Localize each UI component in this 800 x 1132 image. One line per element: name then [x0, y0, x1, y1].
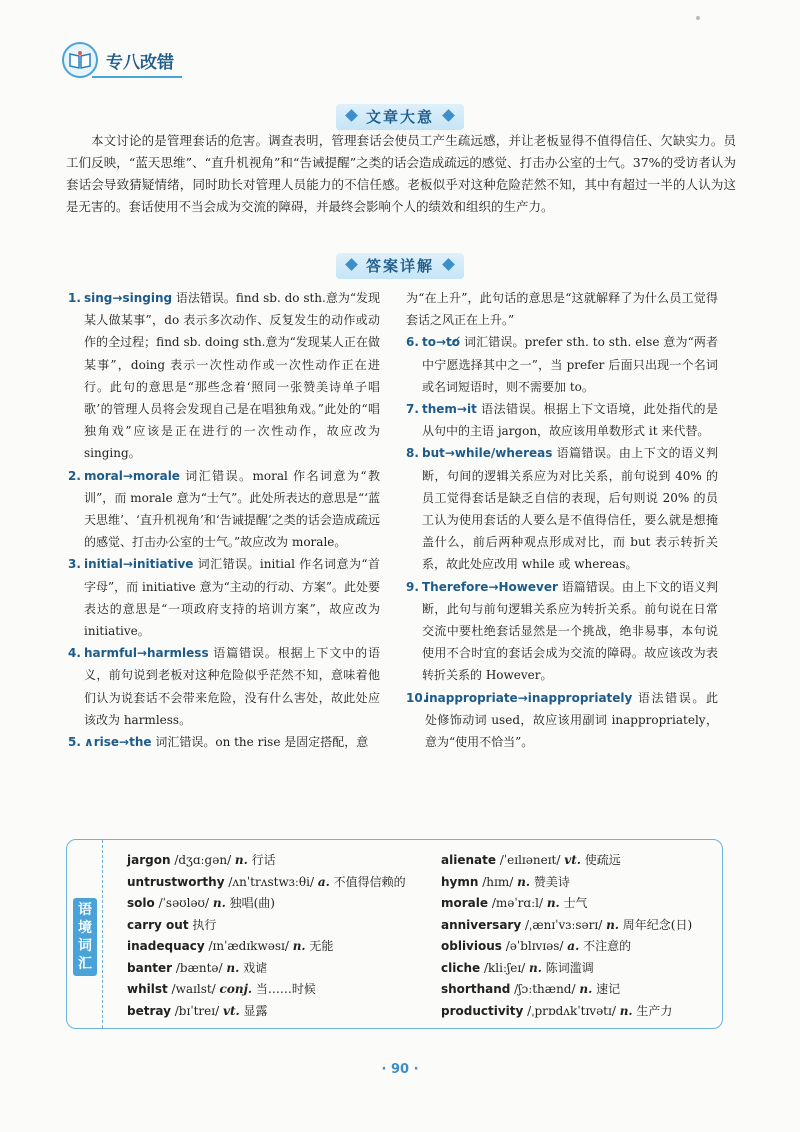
answer-item-5: 5. ∧rise→the 词汇错误。on the rise 是固定搭配，意 — [68, 735, 369, 750]
badge-underline — [92, 76, 182, 78]
vocabulary-label: 语境词汇 — [73, 898, 97, 976]
vocab-entry: cliche /kliːʃeɪ/ n. 陈词滥调 — [441, 960, 594, 975]
vocabulary-label-strip — [67, 840, 103, 1028]
vocab-entry: hymn /hɪm/ n. 赞美诗 — [441, 874, 570, 889]
answer-item-5-continued: 为“在上升”，此句话的意思是“这就解释了为什么员工觉得套话之风正在上升。” — [406, 291, 718, 328]
answer-item-3: 3. initial→initiative 词汇错误。initial 作名词意为“首字母”，而 initiative 意为“主动的行动、方案”。此处要表达的意思是“一项政府支持的培训方案”，故应改为 initiative。 — [68, 557, 380, 639]
answer-item-2: 2. moral→morale 词汇错误。moral 作名词意为“教训”，而 morale 意为“士气”。此处所表达的意思是“‘蓝天思维’、‘直升机视角’和‘告诫提醒’之类的话会造成疏远的感觉、打击办公室的士气。”故应改为 morale。 — [68, 468, 380, 550]
summary-paragraph: 本文讨论的是管理套话的危害。调查表明，管理套话会使员工产生疏远感，并让老板显得不值得信任、欠缺实力。员工们反映，“蓝天思维”、“直升机视角”和“告诫提醒”之类的话会造成疏远的感觉、打击办公室的士气。37%的受访者认为套话会导致猜疑情绪，同时助长对管理人员能力的不信任感。老板似乎对这种危险茫然不知，其中有超过一半的人认为这是无害的。套话使用不当会成为交流的障碍，并最终会影响个人的绩效和组织的生产力。 — [66, 133, 736, 214]
vocab-entry: productivity /ˌprɒdʌkˈtɪvətɪ/ n. 生产力 — [441, 1003, 673, 1018]
page-number: · 90 · — [381, 1062, 419, 1077]
vocab-entry: untrustworthy /ʌnˈtrʌstwɜːθi/ a. 不值得信赖的 — [127, 874, 406, 889]
vocab-entry: banter /bæntə/ n. 戏谑 — [127, 960, 268, 975]
answers-right-column — [406, 287, 718, 753]
answers-heading — [0, 253, 800, 279]
book-icon — [62, 42, 98, 78]
answer-item-8: 8. but→while/whereas 语篇错误。由上下文的语义判断，句间的逻辑关系应为对比关系，前句说到 40% 的员工觉得套话是缺乏自信的表现，后句则说 20% 的员工认为使用套话的人要么是不值得信任，要么就是想掩盖什么，前后两种观点形成对比，而 but 表示转折关系，故此处应改用 while 或 whereas。 — [406, 446, 718, 572]
vocab-entry: alienate /ˈeɪlɪəneɪt/ vt. 使疏远 — [441, 853, 621, 867]
answer-item-1: 1. sing→singing 语法错误。find sb. do sth.意为“发现某人做某事”，do 表示多次动作、反复发生的动作或动作的全过程；find sb. doing sth.意为“发现某人正在做某事”，doing 表示一次性动作或一次性动作正在进行。此句的意思是“那些念着‘照同一张赞美诗单子唱歌’的管理人员将会发现自己是在唱独角戏。”此处的“唱独角戏”应该是正在进行的一次性动作，故应改为 singing。 — [68, 291, 380, 461]
answer-item-6: 6. to→to̸ 词汇错误。prefer sth. to sth. else 意为“两者中宁愿选择其中之一”，当 prefer 后面只出现一个名词或名词短语时，则不需要加 to。 — [406, 335, 718, 394]
summary-title: 文章大意 — [365, 108, 434, 126]
vocab-entry: inadequacy /ɪnˈædɪkwəsɪ/ n. 无能 — [127, 939, 334, 953]
vocabulary-box — [66, 839, 723, 1029]
vocab-entry: shorthand /ʃɔːthænd/ n. 速记 — [441, 982, 621, 996]
badge-label: 专八改错 — [106, 53, 174, 73]
vocab-entry: betray /bɪˈtreɪ/ vt. 显露 — [127, 1003, 268, 1018]
vocab-entry: solo /ˈsəʊləʊ/ n. 独唱(曲) — [127, 896, 275, 910]
vocabulary-right-column — [441, 850, 692, 1022]
answers-left-column — [68, 287, 380, 753]
vocab-entry: carry out 执行 — [127, 917, 217, 932]
vocab-entry: anniversary /ˌænɪˈvɜːsərɪ/ n. 周年纪念(日) — [441, 917, 693, 932]
vocab-entry: jargon /dʒɑːgən/ n. 行话 — [127, 853, 276, 867]
answer-item-7: 7. them→it 语法错误。根据上下文语境，此处指代的是从句中的主语 jargon，故应该用单数形式 it 来代替。 — [406, 402, 718, 439]
vocab-entry: oblivious /əˈblɪvɪəs/ a. 不注意的 — [441, 939, 632, 953]
vocab-entry: morale /məˈrɑːl/ n. 士气 — [441, 896, 588, 910]
vocab-entry: whilst /waɪlst/ conj. 当……时候 — [127, 982, 316, 996]
summary-heading — [0, 104, 800, 130]
answer-item-4: 4. harmful→harmless 语篇错误。根据上下文中的语义，前句说到老板对这种危险似乎茫然不知，意味着他们认为说套话不会带来危险，没有什么害处，故此处应该改为 harmless。 — [68, 646, 380, 727]
vocabulary-left-column — [127, 850, 406, 1022]
section-badge — [62, 42, 182, 78]
answers-title: 答案详解 — [365, 257, 434, 275]
answer-item-9: 9. Therefore→However 语篇错误。由上下文的语义判断，此句与前句逻辑关系应为转折关系。前句说在日常交流中要杜绝套话显然是一个挑战，绝非易事，本句说使用不合时宜的套话会成为交流的障碍。故应该改为表转折关系的 However。 — [406, 579, 718, 683]
corner-mark — [696, 16, 700, 20]
answer-item-10: 10. inappropriate→inappropriately 语法错误。此处修饰动词 used，故应该用副词 inappropriately，意为“使用不恰当”。 — [406, 690, 718, 750]
